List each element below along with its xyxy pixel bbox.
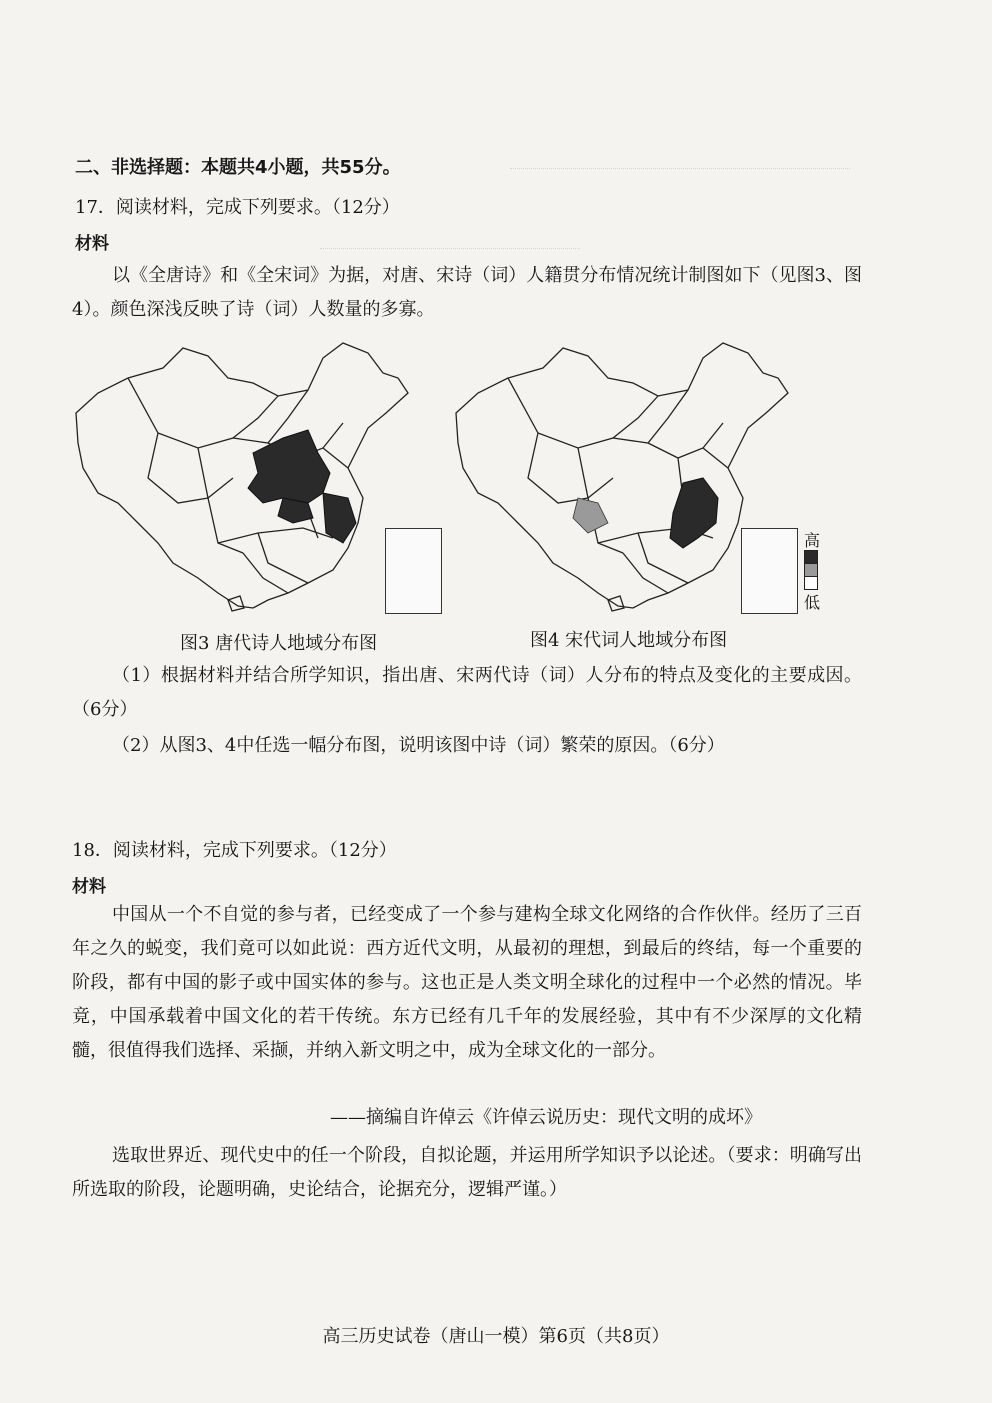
q18-material-text: 中国从一个不自觉的参与者，已经变成了一个参与建构全球文化网络的合作伙伴。经历了三百年之久的蜕变，我们竟可以如此说：西方近代文明，从最初的理想，到最后的终结，每一个重要的阶段，都有中国的影子或中国实体的参与。这也正是人类文明全球化的过程中一个必然的情况。毕竟，中国承载着中国文化的若干传统。东方已经有几千年的发展经验，其中有不少深厚的文化精髓，很值得我们选择、采撷，并纳入新文明之中，成为全球文化的一部分。 (72, 904, 862, 1061)
hainan-island (608, 596, 624, 611)
legend-high-label: 高 (804, 531, 821, 550)
q17-material-label: 材料 (75, 234, 109, 254)
china-outline (456, 343, 788, 608)
tang-high-density-regions (248, 430, 356, 543)
legend-scale (804, 550, 818, 590)
q18-material-label: 材料 (72, 877, 106, 897)
q17-sub2: （2）从图3、4中任选一幅分布图，说明该图中诗（词）繁荣的原因。（6分） (112, 735, 725, 756)
south-china-sea-inset-2 (741, 528, 798, 614)
hainan-island (228, 596, 244, 611)
china-outline (76, 343, 408, 608)
fig3-caption: 图3 唐代诗人地域分布图 (180, 633, 378, 654)
legend-low-label: 低 (804, 593, 821, 612)
song-mid-density-regions (573, 498, 608, 533)
south-china-sea-inset-1 (385, 528, 442, 614)
q18-heading: 18．阅读材料，完成下列要求。（12分） (72, 840, 397, 861)
q18-source: ——摘编自许倬云《许倬云说历史：现代文明的成坏》 (330, 1107, 762, 1128)
fig4-caption: 图4 宋代词人地域分布图 (530, 630, 728, 651)
section-title: 二、非选择题：本题共4小题，共55分。 (75, 157, 401, 178)
bleed-through-text (320, 232, 580, 249)
q17-heading: 17．阅读材料，完成下列要求。（12分） (75, 197, 400, 218)
q17-sub1: （1）根据材料并结合所学知识，指出唐、宋两代诗（词）人分布的特点及变化的主要成因。（6分） (72, 665, 862, 720)
bleed-through-text (510, 150, 850, 169)
q18-task: 选取世界近、现代史中的任一个阶段，自拟论题，并运用所学知识予以论述。（要求：明确写出所选取的阶段，论题明确，史论结合，论据充分，逻辑严谨。） (72, 1145, 862, 1200)
q17-material-text: 以《全唐诗》和《全宋词》为据，对唐、宋诗（词）人籍贯分布情况统计制图如下（见图3、图4）。颜色深浅反映了诗（词）人数量的多寡。 (72, 265, 862, 320)
page-footer: 高三历史试卷（唐山一模）第6页（共8页） (322, 1326, 670, 1347)
